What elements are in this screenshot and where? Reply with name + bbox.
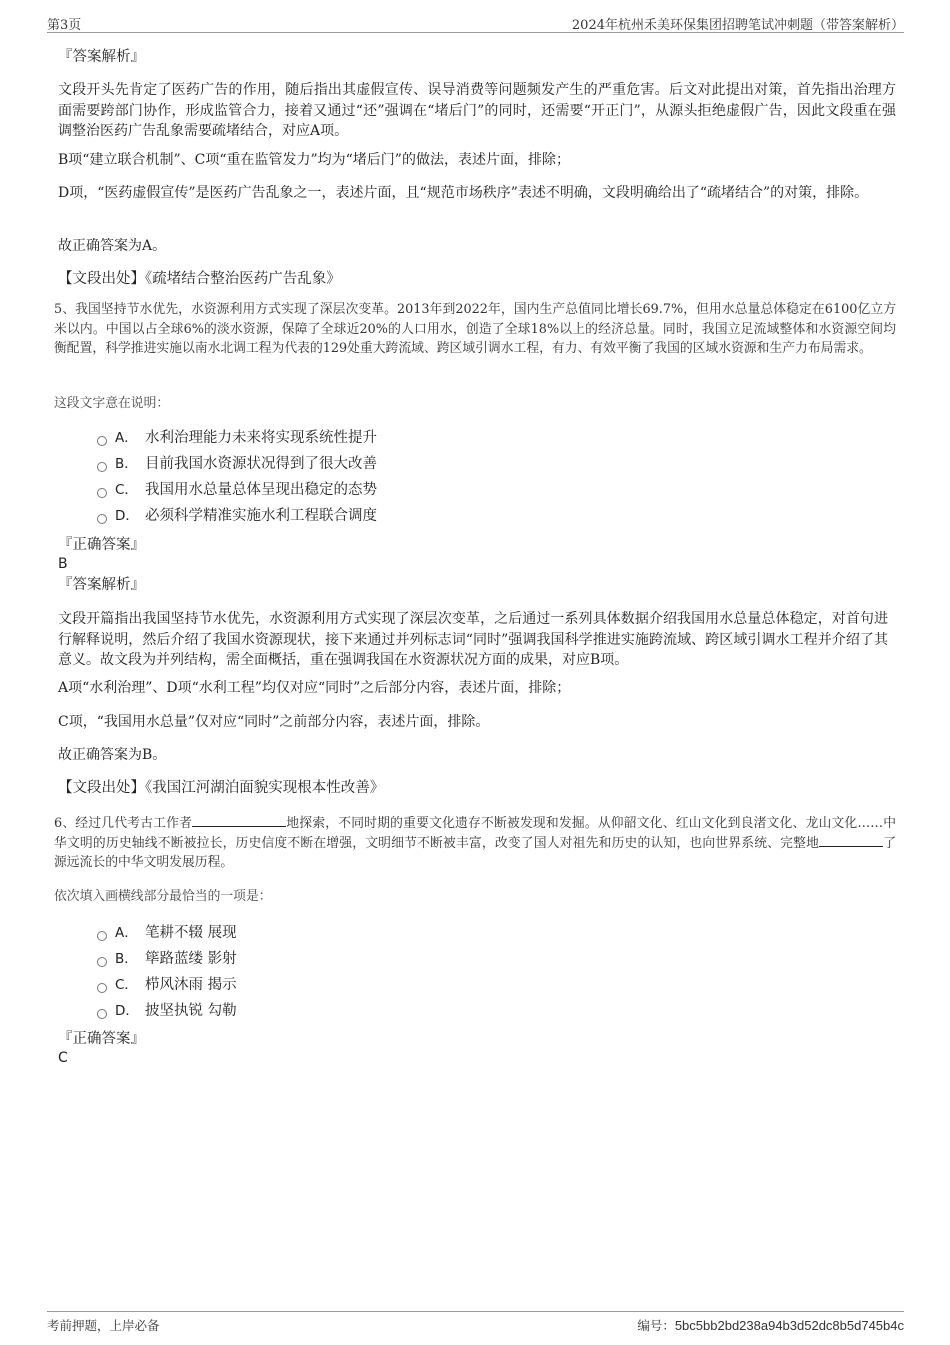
question-5-option-a[interactable] [97,428,377,448]
correct-answer-value: C [58,1050,68,1066]
correct-answer-label: 『正确答案』 [58,537,145,553]
question-5-option-d[interactable] [97,506,377,526]
question-6-text [54,814,896,873]
option-letter: C． [115,482,138,498]
option-letter: B． [115,456,138,472]
question-6-option-b[interactable] [97,949,237,969]
option-text: 栉风沐雨 揭示 [145,977,237,993]
fill-blank-1 [192,814,286,827]
radio-button[interactable] [97,983,107,993]
analysis-paragraph-1: 文段开头先肯定了医药广告的作用，随后指出其虚假宣传、误导消费等问题频发产生的严重危害。后文对此提出对策，首先指出治理方面需要跨部门协作，形成监管合力，接着又通过“还”强调在“堵后门”的同时，还需要“开正门”，从源头拒绝虚假广告，因此文段重在强调整治医药广告乱象需要疏堵结合，对应A项。 [58,82,896,139]
question-6-prompt: 依次填入画横线部分最恰当的一项是： [54,889,272,904]
question-5-text: 5、我国坚持节水优先，水资源利用方式实现了深层次变革。2013年到2022年，国内生产总值同比增长69.7%，但用水总量总体稳定在6100亿立方米以内。中国以占全球6%的淡水资源，保障了全球近20%的人口用水，创造了全球18%以上的经济总量。同时，我国立足流域整体和水资源空间均衡配置，科学推进实施以南水北调工程为代表的129处重大跨流域、跨区域引调水工程，有力、有效平衡了我国的区域水资源和生产力布局需求。 [54,302,896,356]
fill-blank-2 [819,834,883,847]
source-citation: 【文段出处】《我国江河湖泊面貌实现根本性改善》 [58,780,385,796]
radio-button[interactable] [97,931,107,941]
analysis-paragraph-1: 文段开篇指出我国坚持节水优先，水资源利用方式实现了深层次变革，之后通过一系列具体数据介绍我国用水总量总体稳定，对首句进行解释说明，然后介绍了我国水资源现状，接下来通过并列标志词“同时”强调我国科学推进实施跨流域、跨区域引调水工程并介绍了其意义。故文段为并列结构，需全面概括，重在强调我国在水资源状况方面的成果，对应B项。 [58,611,888,668]
correct-answer-label: 『正确答案』 [58,1031,145,1047]
analysis-paragraph-4: 故正确答案为A。 [58,238,167,254]
analysis-label: 『答案解析』 [58,577,145,593]
correct-answer-value: B [58,556,68,572]
source-citation: 【文段出处】《疏堵结合整治医药广告乱象》 [58,271,341,287]
analysis-paragraph-2: B项“建立联合机制”、C项“重在监管发力”均为“堵后门”的做法，表述片面，排除； [58,152,570,168]
option-letter: A． [115,925,138,941]
radio-button[interactable] [97,1009,107,1019]
radio-button[interactable] [97,957,107,967]
option-text: 披坚执锐 勾勒 [145,1003,237,1019]
question-6-text-part-3: 了源远流长的中华文明发展历程。 [54,835,897,870]
radio-button[interactable] [97,436,107,446]
question-6-option-c[interactable] [97,975,237,995]
option-text: 笔耕不辍 展现 [145,925,237,941]
option-text: 必须科学精准实施水利工程联合调度 [145,508,377,524]
analysis-label: 『答案解析』 [58,49,145,65]
option-letter: D． [115,1003,139,1019]
question-5-prompt: 这段文字意在说明： [54,396,170,411]
document-code-value: 5bc5bb2bd238a94b3d52dc8b5d745b4c [674,1318,904,1333]
analysis-paragraph-4: 故正确答案为B。 [58,747,167,763]
question-6-option-d[interactable] [97,1001,237,1021]
document-title: 2024年杭州禾美环保集团招聘笔试冲刺题（带答案解析） [571,18,904,33]
option-letter: A． [115,430,138,446]
document-code [637,1316,904,1334]
question-5-option-b[interactable] [97,454,377,474]
page-footer [47,1311,904,1336]
analysis-paragraph-3: C项，“我国用水总量”仅对应“同时”之前部分内容，表述片面，排除。 [58,714,490,730]
option-letter: C． [115,977,138,993]
question-6-text-part-1: 6、经过几代考古工作者 [54,816,193,831]
analysis-paragraph-3: D项，“医药虚假宣传”是医药广告乱象之一，表述片面，且“规范市场秩序”表述不明确，文段明确给出了“疏堵结合”的对策，排除。 [58,185,869,201]
option-letter: D． [115,508,139,524]
page-number: 第3页 [47,18,82,33]
analysis-paragraph-2: A项“水利治理”、D项“水利工程”均仅对应“同时”之后部分内容，表述片面，排除； [58,680,571,696]
question-5-option-c[interactable] [97,480,377,500]
option-letter: B． [115,951,138,967]
option-text: 我国用水总量总体呈现出稳定的态势 [145,482,377,498]
option-text: 水利治理能力未来将实现系统性提升 [145,430,377,446]
radio-button[interactable] [97,514,107,524]
option-text: 目前我国水资源状况得到了很大改善 [145,456,377,472]
footer-slogan: 考前押题，上岸必备 [47,1318,160,1333]
radio-button[interactable] [97,488,107,498]
radio-button[interactable] [97,462,107,472]
option-text: 筚路蓝缕 影射 [145,951,237,967]
question-6-option-a[interactable] [97,923,237,943]
document-code-label: 编号： [637,1318,675,1333]
question-6-text-part-2: 地探索，不同时期的重要文化遗存不断被发现和发掘。从仰韶文化、红山文化到良渚文化、龙山文化……中华文明的历史轴线不断被拉长，历史信度不断在增强，文明细节不断被丰富，改变了国人对祖先和历史的认知，也向世界系统、完整地 [54,816,896,851]
page-header [47,14,904,33]
